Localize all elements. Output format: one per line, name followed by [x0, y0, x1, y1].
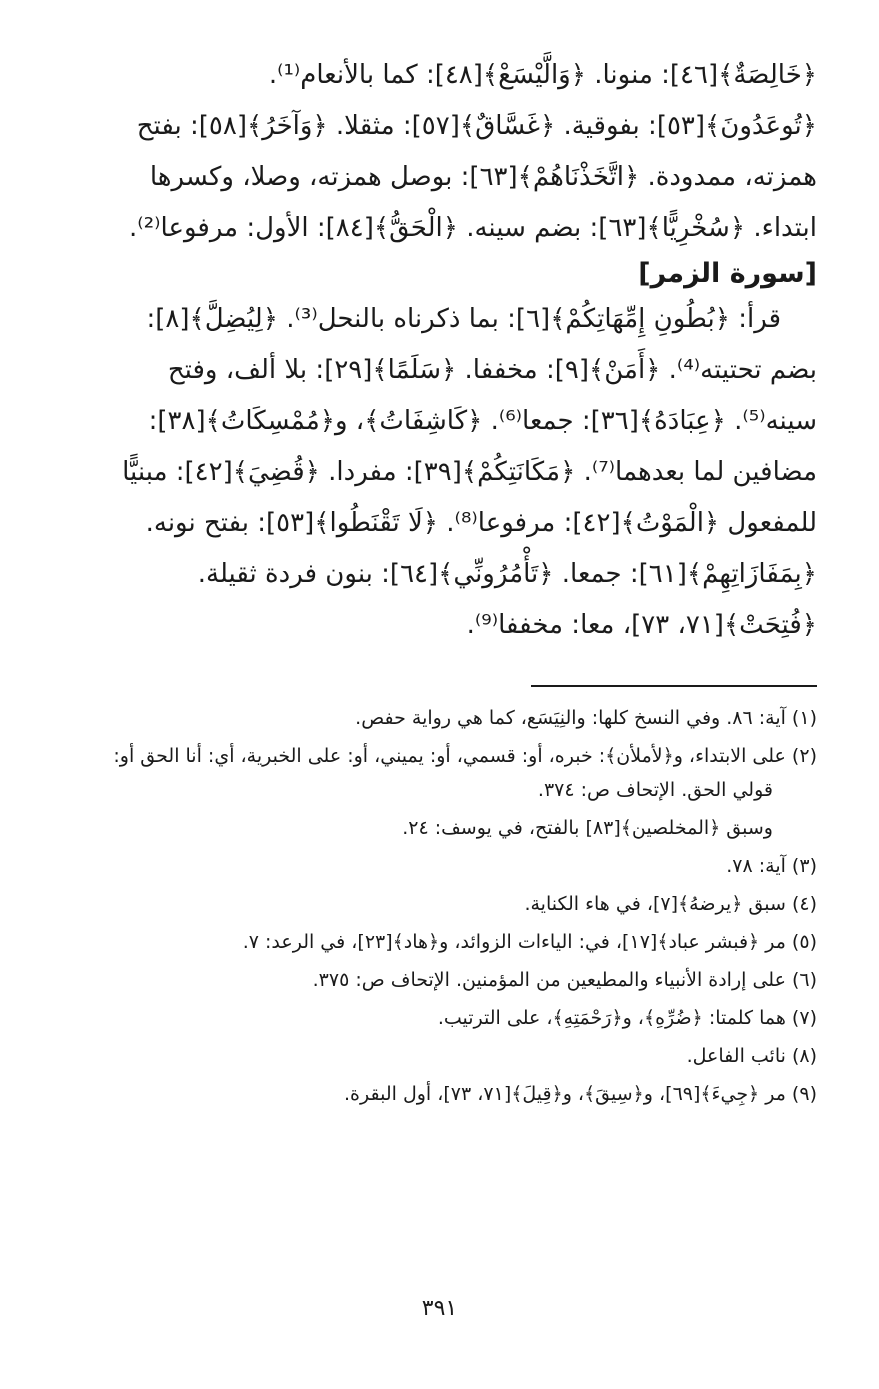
footnote-9: (٩) مر ﴿جِيءَ﴾[٦٩]، و﴿سِيقَ﴾، و﴿قِيلَ﴾[٧١، ٧٣]، أول البقرة. — [344, 1083, 817, 1105]
main-text — [102, 50, 817, 651]
footnote-2-continuation: وسبق ﴿المخلصين﴾[٨٣] بالفتح، في يوسف: ٢٤. — [402, 817, 773, 839]
text-line-10: ﴿بِمَفَازَاتِهِمْ﴾[٦١]: جمعا. ﴿تَأْمُرُونِّي﴾[٦٤]: بنون فردة ثقيلة. — [197, 559, 817, 589]
footnotes — [102, 701, 817, 1111]
page-number: ٣٩١ — [421, 1296, 458, 1321]
text-line-1: ﴿خَالِصَةٌ﴾[٤٦]: منونا. ﴿وَالَّيْسَعْ﴾[٤٨]: كما بالأنعام⁽¹⁾. — [268, 60, 817, 90]
text-line-3: همزته، ممدودة. ﴿اتَّخَذْنَاهُمْ﴾[٦٣]: بوصل همزته، وصلا، وكسرها — [149, 162, 817, 192]
footnote-separator — [531, 685, 817, 687]
surah-heading: [سورة الزمر] — [638, 258, 817, 289]
text-line-2: ﴿تُوعَدُونَ﴾[٥٣]: بفوقية. ﴿غَسَّاقٌ﴾[٥٧]: مثقلا. ﴿وَآخَرُ﴾[٥٨]: بفتح — [136, 111, 817, 141]
footnote-6: (٦) على إرادة الأنبياء والمطيعين من المؤمنين. الإتحاف ص: ٣٧٥. — [312, 969, 817, 991]
text-line-11: ﴿فُتِحَتْ﴾[٧١، ٧٣]، معا: مخففا⁽⁹⁾. — [466, 610, 817, 640]
footnote-3: (٣) آية: ٧٨. — [726, 855, 817, 877]
text-line-7: سينه⁽⁵⁾. ﴿عِبَادَهُ﴾[٣٦]: جمعا⁽⁶⁾. ﴿كَاشِفَاتُ﴾، و﴿مُمْسِكَاتُ﴾[٣٨]: — [148, 406, 817, 436]
footnote-2: (٢) على الابتداء، و﴿لأملأن﴾: خبره، أو: قسمي، أو: يميني، أو: على الخبرية، أي: أنا الحق أو: قولي الحق. الإتحاف ص: ٣٧٤. — [113, 745, 817, 801]
footnote-1: (١) آية: ٨٦. وفي النسخ كلها: والنِيَسَع، كما هي رواية حفص. — [355, 707, 817, 729]
footnote-7: (٧) هما كلمتا: ﴿ضُرِّهِ﴾، و﴿رَحْمَتِهِ﴾، على الترتيب. — [437, 1007, 817, 1029]
footnote-5: (٥) مر ﴿فبشر عباد﴾[١٧]، في: الياءات الزوائد، و﴿هاد﴾[٢٣]، في الرعد: ٧. — [242, 931, 817, 953]
text-line-4: ابتداء. ﴿سُخْرِيًّا﴾[٦٣]: بضم سينه. ﴿الْحَقُّ﴾[٨٤]: الأول: مرفوعا⁽²⁾. — [129, 213, 817, 243]
text-line-6: بضم تحتيته⁽⁴⁾. ﴿أَمَنْ﴾[٩]: مخففا. ﴿سَلَمًا﴾[٢٩]: بلا ألف، وفتح — [167, 355, 817, 385]
footnote-8: (٨) نائب الفاعل. — [686, 1045, 817, 1067]
footnote-4: (٤) سبق ﴿يرضهُ﴾[٧]، في هاء الكناية. — [524, 893, 817, 915]
text-line-5: قرأ: ﴿بُطُونِ إِمِّهَاتِكُمْ﴾[٦]: بما ذكرناه بالنحل⁽³⁾. ﴿لِيُضِلَّ﴾[٨]: — [146, 304, 781, 334]
text-line-9: للمفعول ﴿الْمَوْتُ﴾[٤٢]: مرفوعا⁽⁸⁾. ﴿لَا تَقْنَطُوا﴾[٥٣]: بفتح نونه. — [145, 508, 817, 538]
text-line-8: مضافين لما بعدهما⁽⁷⁾. ﴿مَكَانَتِكُمْ﴾[٣٩]: مفردا. ﴿قُضِيَ﴾[٤٢]: مبنيًّا — [122, 457, 817, 487]
